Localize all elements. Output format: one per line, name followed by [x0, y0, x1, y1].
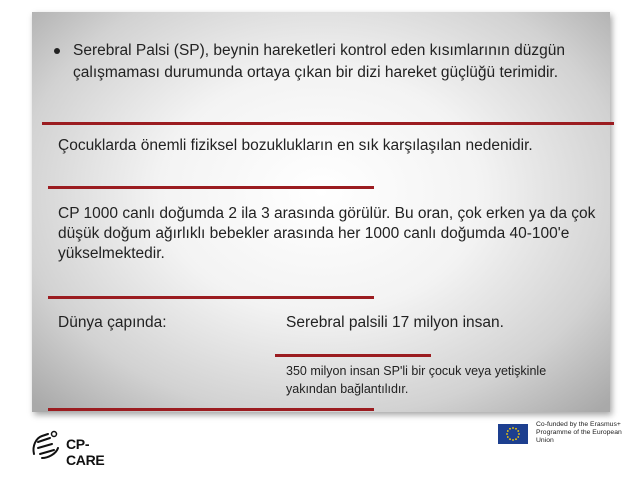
divider-short-3: [48, 408, 374, 411]
eu-flag-icon: [498, 424, 528, 444]
divider-full: [42, 122, 614, 125]
bullet-dot-icon: [54, 48, 60, 54]
bullet-item: [54, 40, 604, 83]
divider-short-2: [48, 296, 374, 299]
logo-text: CP-CARE: [66, 436, 105, 468]
small-note: 350 milyon insan SP'li bir çocuk veya yetişkinle yakından bağlantılıdır.: [286, 364, 547, 396]
world-value: Serebral palsili 17 milyon insan.: [286, 314, 504, 331]
hand-logo-icon: [28, 424, 68, 464]
divider-small: [275, 354, 431, 357]
world-label: Dünya çapında:: [58, 314, 167, 331]
bullet-text: Serebral Palsi (SP), beynin hareketleri kontrol eden kısımlarının düzgün çalışmaması durumunda ortaya çıkan bir dizi hareket güçlüğü terimidir.: [73, 42, 565, 81]
paragraph-incidence: CP 1000 canlı doğumda 2 ila 3 arasında görülür. Bu oran, çok erken ya da çok düşük doğum ağırlıklı bebekler arasında her 1000 canlı doğumda 40-100'e yükselmektedir.: [58, 205, 596, 262]
cp-care-logo: [28, 422, 118, 466]
divider-short-1: [48, 186, 374, 189]
paragraph-common-cause: Çocuklarda önemli fiziksel bozuklukların en sık karşılaşılan nedenidir.: [58, 137, 533, 154]
eu-cofunded-text: Co-funded by the Erasmus+ Programme of the European Union: [536, 421, 622, 445]
